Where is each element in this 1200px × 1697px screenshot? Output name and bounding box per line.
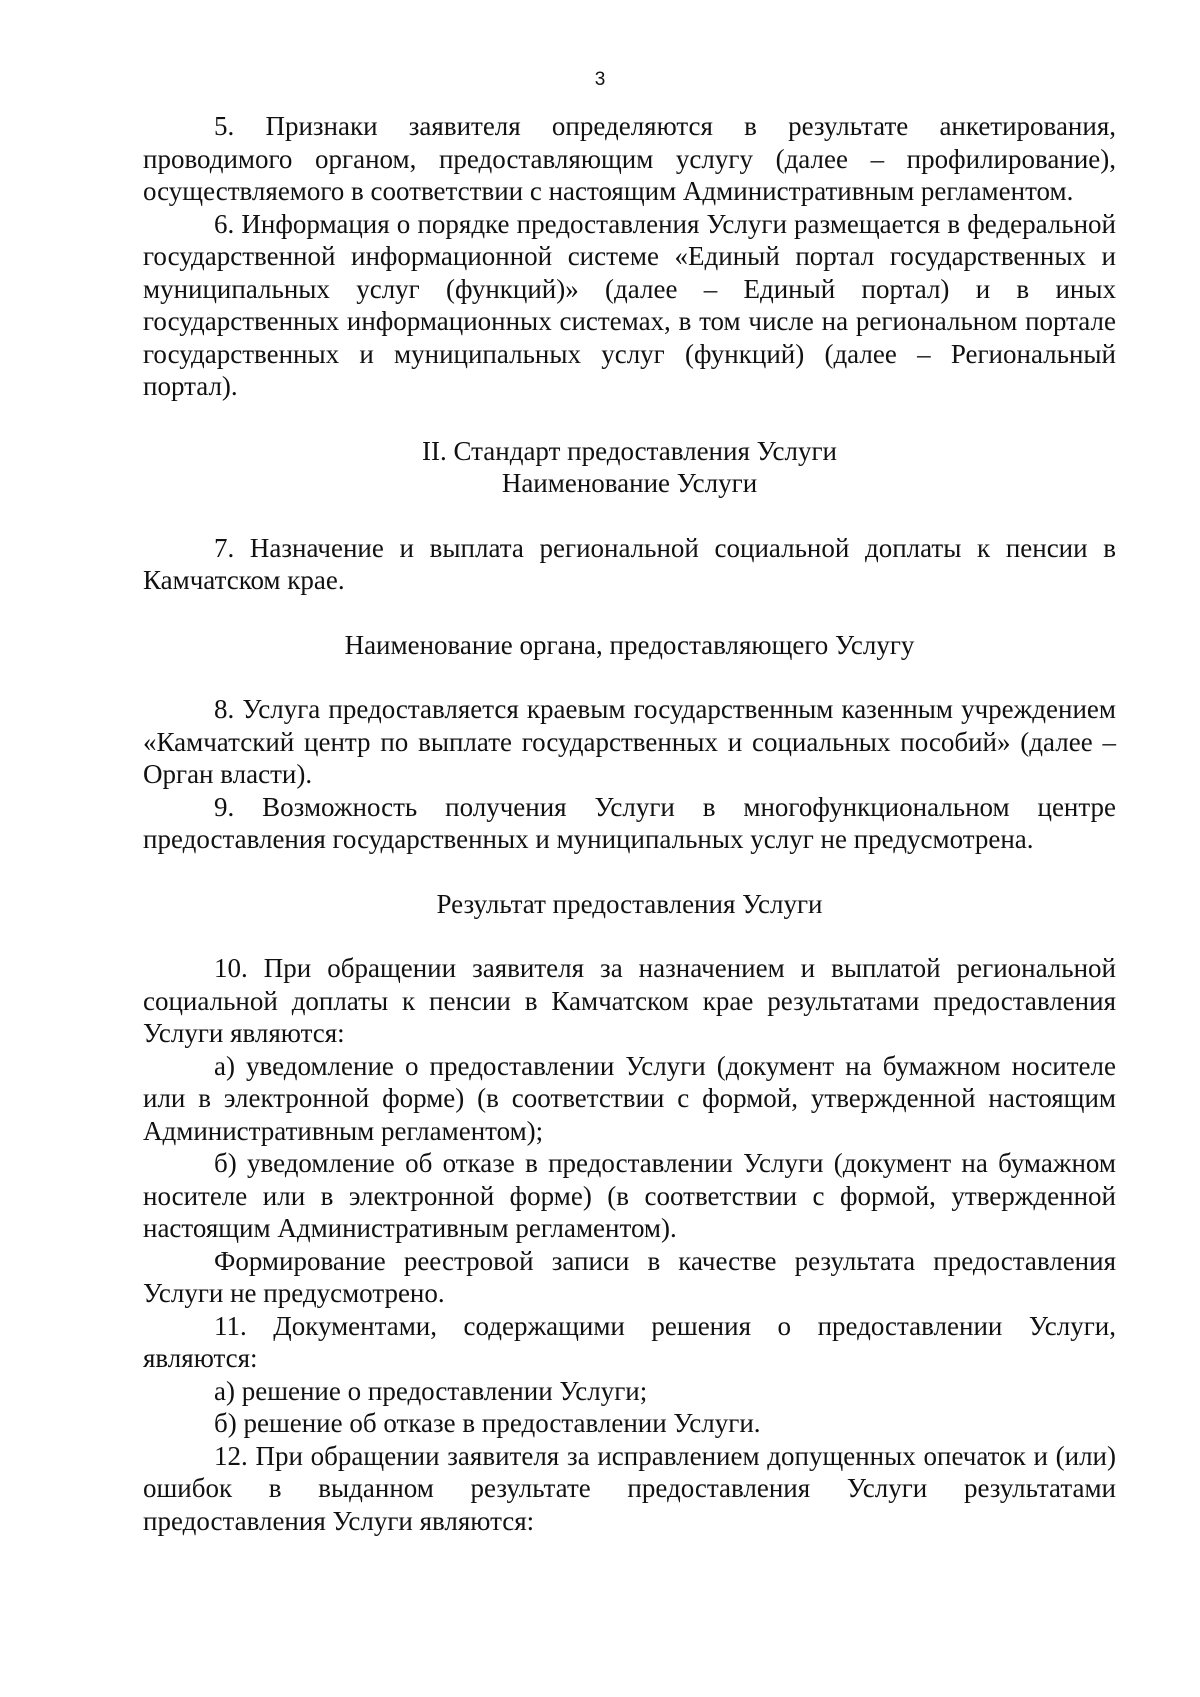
paragraph-10: 10. При обращении заявителя за назначением и выплатой региональной социальной доплаты к пенсии в Камчатском крае результатами предоставления Услуги являются: bbox=[143, 953, 1116, 1048]
spacer bbox=[143, 500, 1116, 532]
paragraph-9: 9. Возможность получения Услуги в многофункциональном центре предоставления государственных и муниципальных услуг не предусмотрена. bbox=[143, 791, 1116, 854]
spacer bbox=[143, 856, 1116, 888]
spacer bbox=[143, 661, 1116, 693]
document-body bbox=[143, 110, 1116, 1537]
spacer bbox=[143, 403, 1116, 435]
paragraph-10b: б) уведомление об отказе в предоставлении Услуги (документ на бумажном носителе или в электронной форме) (в соответствии с формой, утвержденной настоящим Административным регламентом). bbox=[143, 1148, 1116, 1243]
subheading-body-name: Наименование органа, предоставляющего Услугу bbox=[344, 629, 915, 660]
subheading-result: Результат предоставления Услуги bbox=[436, 888, 823, 919]
paragraph-11b: б) решение об отказе в предоставлении Услуги. bbox=[214, 1408, 761, 1438]
subheading-service-name: Наименование Услуги bbox=[501, 468, 758, 498]
paragraph-11a: а) решение о предоставлении Услуги; bbox=[214, 1375, 648, 1406]
paragraph-12: 12. При обращении заявителя за исправлением допущенных опечаток и (или) ошибок в выданном результате предоставления Услуги результатами предоставления Услуги являются: bbox=[143, 1440, 1116, 1536]
spacer bbox=[143, 597, 1116, 629]
paragraph-10a: а) уведомление о предоставлении Услуги (документ на бумажном носителе или в электронной форме) (в соответствии с формой, утвержденной настоящим Административным регламентом); bbox=[143, 1050, 1116, 1146]
paragraph-8: 8. Услуга предоставляется краевым государственным казенным учреждением «Камчатский центр по выплате государственных и социальных пособий» (далее – Орган власти). bbox=[143, 694, 1116, 789]
paragraph-5: 5. Признаки заявителя определяются в результате анкетирования, проводимого органом, предоставляющим услугу (далее – профилирование), осуществляемого в соответствии с настоящим Административным регламентом. bbox=[143, 111, 1116, 206]
paragraph-6: 6. Информация о порядке предоставления Услуги размещается в федеральной государственной информационной системе «Единый портал государственных и муниципальных услуг (функций)» (далее – Единый портал) и в иных государственных информационных системах, в том числе на региональном портале государственных и муниципальных услуг (функций) (далее – Региональный портал). bbox=[143, 208, 1116, 401]
page-number: 3 bbox=[594, 69, 606, 90]
paragraph-11: 11. Документами, содержащими решения о предоставлении Услуги, являются: bbox=[143, 1310, 1116, 1373]
paragraph-7: 7. Назначение и выплата региональной социальной доплаты к пенсии в Камчатском крае. bbox=[143, 532, 1116, 595]
spacer bbox=[143, 920, 1116, 952]
section-title: II. Стандарт предоставления Услуги bbox=[422, 435, 837, 466]
paragraph-registry: Формирование реестровой записи в качестве результата предоставления Услуги не предусмотрено. bbox=[143, 1245, 1116, 1308]
